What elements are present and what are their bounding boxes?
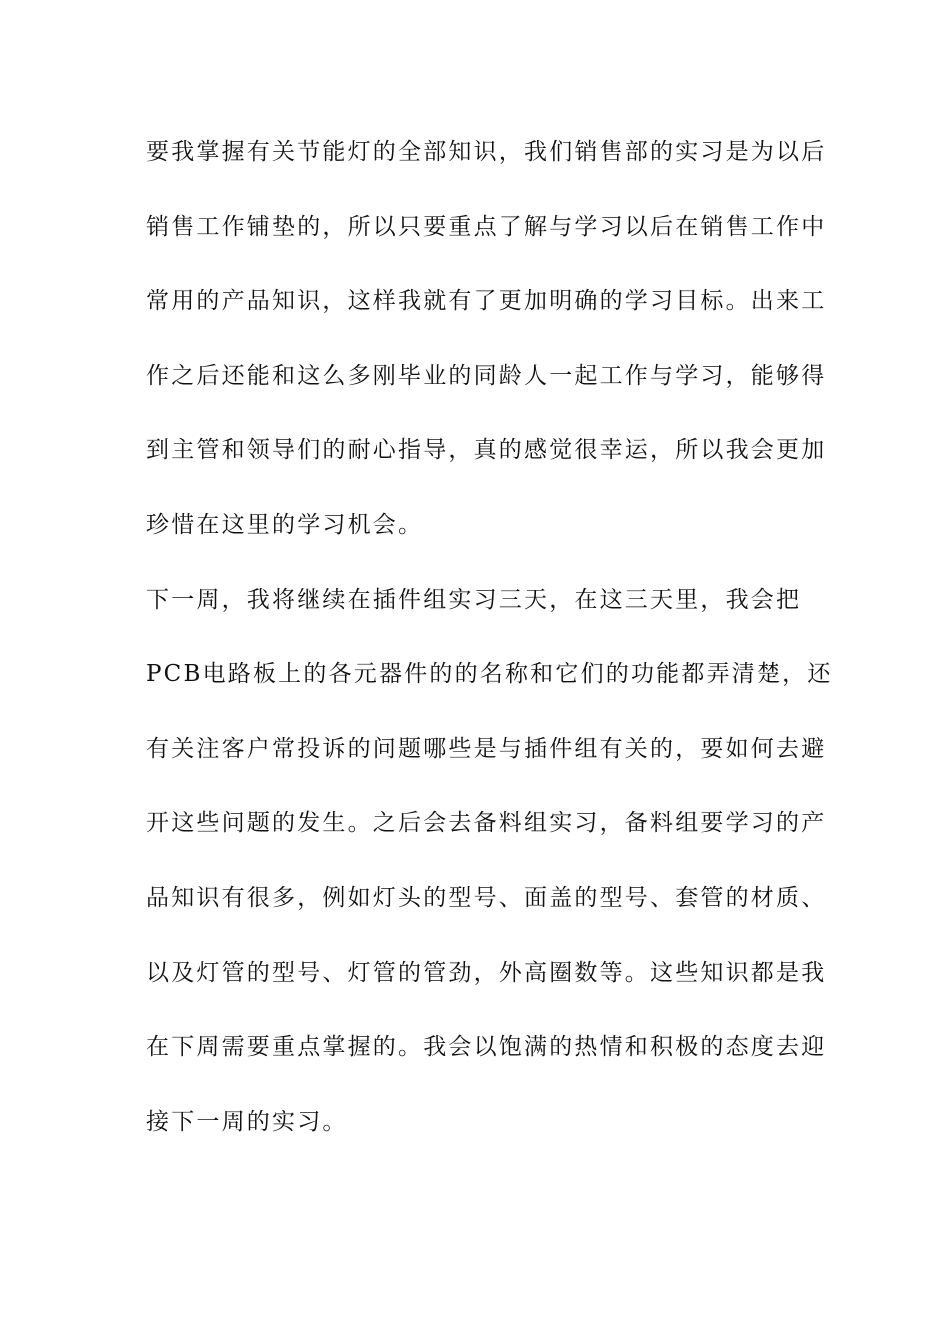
text-line: 在下周需要重点掌握的。我会以饱满的热情和积极的态度去迎 <box>146 1034 827 1061</box>
text-line: 常用的产品知识，这样我就有了更加明确的学习目标。出来工 <box>146 288 827 315</box>
text-line: 到主管和领导们的耐心指导，真的感觉很幸运，所以我会更加 <box>146 437 827 464</box>
text-line: 销售工作铺垫的，所以只要重点了解与学习以后在销售工作中 <box>146 213 827 240</box>
text-line: 品知识有很多，例如灯头的型号、面盖的型号、套管的材质、 <box>146 884 827 911</box>
text-line: 开这些问题的发生。之后会去备料组实习，备料组要学习的产 <box>146 810 827 837</box>
text-line: 有关注客户常投诉的问题哪些是与插件组有关的，要如何去避 <box>146 735 827 762</box>
paragraph-2 <box>146 576 833 1173</box>
text-line: 作之后还能和这么多刚毕业的同龄人一起工作与学习，能够得 <box>146 362 827 389</box>
paragraph-1 <box>146 128 827 576</box>
text-line: 下一周，我将继续在插件组实习三天，在这三天里，我会把 <box>146 586 802 613</box>
text-line: PCB电路板上的各元器件的的名称和它们的功能都弄清楚，还 <box>146 661 833 688</box>
text-line: 以及灯管的型号、灯管的管劲，外高圈数等。这些知识都是我 <box>146 959 827 986</box>
document-body <box>146 128 833 1172</box>
text-line: 接下一周的实习。 <box>146 1108 348 1135</box>
text-line: 珍惜在这里的学习机会。 <box>146 511 424 538</box>
text-line: 要我掌握有关节能灯的全部知识，我们销售部的实习是为以后 <box>146 139 827 165</box>
